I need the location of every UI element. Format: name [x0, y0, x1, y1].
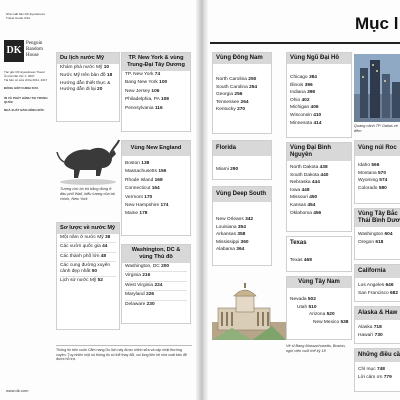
- toc-heading: Washington, DC & vùng Thủ đô: [122, 245, 190, 263]
- toc-entry[interactable]: TP. New York 74: [125, 72, 161, 77]
- toc-entry[interactable]: Chỉ mục 748: [358, 367, 385, 372]
- toc-entry[interactable]: Massachusetts 156: [125, 169, 167, 175]
- toc-box-so-luoc: [56, 222, 120, 330]
- toc-entry[interactable]: Boston 138: [125, 161, 150, 166]
- imprint-section-heading: NHÀ XUẤT BẢN HỒNG ĐỨC: [4, 108, 45, 112]
- region-texas: [286, 236, 352, 272]
- bull-photo-caption: Tượng chú bò tót bằng đồng ở đầu phố Wall, biểu tượng của tài chính, New York: [60, 187, 115, 201]
- region-heading: Texas: [290, 240, 307, 246]
- toc-entry[interactable]: North Dakota 438: [290, 165, 328, 170]
- toc-entry[interactable]: Illinois 396: [290, 82, 313, 88]
- toc-entry[interactable]: Maryland 226: [125, 292, 155, 298]
- toc-entry[interactable]: Kansas 454: [290, 202, 316, 208]
- toc-entry[interactable]: Delaware 230: [125, 301, 155, 307]
- toc-entry[interactable]: Iowa 448: [290, 187, 310, 193]
- toc-entry[interactable]: Khám phá nước Mỹ 10: [60, 65, 110, 70]
- region-heading: Vùng Tây Bắc Thái Bình Dươ: [355, 209, 400, 227]
- toc-entry[interactable]: New Hampshire 174: [125, 203, 169, 209]
- region-heading: California: [355, 265, 400, 278]
- toc-entry[interactable]: Connecticut 164: [125, 186, 160, 192]
- wall-street-bull-photo: [56, 126, 120, 186]
- toc-entry[interactable]: Bang New York 100: [125, 80, 168, 86]
- toc-entry[interactable]: Ohio 402: [290, 97, 310, 103]
- region-california: [354, 264, 400, 302]
- toc-entry[interactable]: Washington 604: [358, 232, 393, 237]
- toc-entry[interactable]: Các cung đường xuyên cảnh đẹp nhất 50: [60, 263, 111, 275]
- toc-entry[interactable]: New Jersey 106: [125, 88, 160, 94]
- toc-entry[interactable]: San Francisco 682: [358, 290, 399, 296]
- toc-entry[interactable]: Wisconsin 410: [290, 112, 322, 118]
- toc-entry[interactable]: Nước Mỹ trên bản đồ 18: [60, 73, 113, 79]
- toc-entry[interactable]: New Mexico 538: [313, 319, 349, 325]
- region-heading: Vùng Đại Bình Nguyên: [287, 143, 351, 161]
- toc-entry[interactable]: Lời cảm ơn 779: [358, 374, 392, 380]
- title-rule: [210, 42, 400, 44]
- page-title: Mục l: [355, 14, 399, 33]
- region-dong-nam: [212, 52, 272, 134]
- imprint-line: Tác giả: DK Eyewitness Travel: [4, 70, 45, 74]
- region-tay-bac: [354, 208, 400, 260]
- toc-entry[interactable]: Texas 468: [290, 258, 312, 263]
- toc-heading: Sơ lược về nước Mỹ: [57, 223, 119, 234]
- footer-note: Thông tin trên cuốn Cẩm nang Du lịch này được chỉnh sửa và cập nhật thường xuyên. Tuy nhiên một số thông tin có thể thay đổi, vui lòng liên hệ nhà xuất bản để được hỗ trợ.: [56, 345, 192, 362]
- book-gutter: [196, 0, 208, 400]
- toc-entry[interactable]: Arizona 520: [309, 312, 335, 318]
- toc-entry[interactable]: Pennsylvania 116: [125, 105, 163, 111]
- toc-box-washington: [121, 244, 191, 324]
- toc-box-new-york: [121, 52, 191, 132]
- toc-entry[interactable]: Alabama 364: [216, 247, 245, 253]
- imprint-line: Ấn bản lần thứ 1: 2007: [4, 74, 35, 78]
- toc-entry[interactable]: Maine 178: [125, 211, 148, 217]
- toc-entry[interactable]: Nebraska 444: [290, 180, 320, 186]
- toc-entry[interactable]: Tennessee 264: [216, 99, 249, 105]
- toc-entry[interactable]: Lịch sử nước Mỹ 52: [60, 278, 103, 284]
- toc-entry[interactable]: Georgia 256: [216, 92, 243, 98]
- imprint-line: Tái bản có sửa chữa 2011, 2017: [4, 78, 48, 82]
- toc-entry[interactable]: Indiana 398: [290, 90, 316, 96]
- toc-entry[interactable]: West Virginia 224: [125, 282, 163, 288]
- toc-entry[interactable]: Wyoming 574: [358, 178, 388, 184]
- publisher-name: Penguin Random House: [26, 41, 43, 58]
- toc-entry[interactable]: Vermont 170: [125, 194, 153, 200]
- toc-entry[interactable]: Kentucky 270: [216, 107, 246, 113]
- toc-entry[interactable]: Louisiana 354: [216, 224, 246, 230]
- toc-entry[interactable]: Miami 290: [216, 167, 239, 172]
- capitol-building-illustration: [212, 282, 286, 342]
- toc-entry[interactable]: Minnesota 414: [290, 120, 322, 126]
- region-alaska-hawaii: [354, 306, 400, 344]
- dallas-skyline-photo: [354, 54, 400, 122]
- toc-box-du-lich: [56, 52, 120, 122]
- region-heading: Vùng Đông Nam: [213, 53, 271, 64]
- toc-entry[interactable]: Oregon 618: [358, 239, 384, 245]
- region-heading: Alaska & Haw: [355, 307, 400, 320]
- toc-entry[interactable]: Oklahoma 456: [290, 210, 322, 216]
- toc-entry[interactable]: Philadelphia, PA 108: [125, 97, 169, 103]
- region-heading: Florida: [213, 141, 271, 156]
- toc-entry[interactable]: Nevada 502: [290, 297, 316, 302]
- toc-entry[interactable]: Colorado 580: [358, 185, 387, 191]
- toc-entry[interactable]: Idaho 566: [358, 163, 380, 168]
- toc-entry[interactable]: Washington, DC 200: [125, 264, 170, 269]
- publisher-website[interactable]: www.dk.com: [6, 388, 29, 393]
- imprint-details: [4, 70, 54, 340]
- region-rocky: [354, 140, 400, 204]
- region-heading: Những điều cầ: [355, 349, 400, 362]
- publisher-logo: [4, 40, 52, 64]
- toc-entry[interactable]: Missouri 450: [290, 195, 318, 201]
- toc-entry[interactable]: Utah 510: [297, 304, 317, 310]
- toc-heading: Vùng New England: [122, 141, 190, 156]
- imprint-top-text: Nhà xuất bản DK Eyewitness Travel Guide USA: [6, 12, 45, 20]
- region-heading: Vùng Tây Nam: [287, 277, 351, 288]
- toc-entry[interactable]: South Dakota 440: [290, 172, 329, 178]
- toc-entry[interactable]: Hawai'i 730: [358, 332, 383, 338]
- toc-heading: Du lịch nước Mỹ: [57, 53, 119, 64]
- toc-entry[interactable]: Mississippi 360: [216, 239, 249, 245]
- toc-entry[interactable]: Virginia 216: [125, 273, 151, 279]
- region-heading: Vùng núi Roc: [355, 141, 400, 156]
- imprint-section-heading: IN VÀ PHÁT HÀNH TẠI TRUNG QUỐC: [4, 96, 48, 104]
- region-heading: Vùng Ngũ Đại Hồ: [287, 53, 351, 64]
- toc-entry[interactable]: Các vườn quốc gia 44: [60, 244, 108, 250]
- toc-entry[interactable]: North Carolina 250: [216, 77, 257, 82]
- toc-entry[interactable]: Arkansas 358: [216, 232, 246, 238]
- toc-entry[interactable]: Los Angeles 646: [358, 283, 394, 288]
- toc-entry[interactable]: South Carolina 254: [216, 84, 258, 90]
- imprint-section-heading: ĐÓNG GÓP CHỈNH SỬA: [4, 86, 39, 90]
- toc-entry[interactable]: Một năm ở nước Mỹ 38: [60, 235, 111, 240]
- region-heading: Vùng Deep South: [213, 187, 271, 202]
- toc-entry[interactable]: New Orleans 342: [216, 217, 254, 222]
- toc-entry[interactable]: Các thành phố lớn 48: [60, 253, 107, 259]
- region-nhung-dieu: [354, 348, 400, 392]
- region-ngu-dai-ho: [286, 52, 352, 138]
- toc-entry[interactable]: Montana 570: [358, 170, 387, 176]
- region-florida: [212, 140, 272, 180]
- toc-entry[interactable]: Hướng dẫn thiết thực & Hướng dẫn đi lại 20: [60, 80, 111, 92]
- region-dai-binh-nguyen: [286, 142, 352, 232]
- toc-entry[interactable]: Michigan 406: [290, 105, 319, 111]
- region-tay-nam: [286, 276, 352, 340]
- illustration-caption: Vệ sĩ Bang Massachusetts, Boston, nghị viện cuối thế kỷ 18: [286, 344, 346, 353]
- dk-logo-icon: DK: [4, 40, 24, 62]
- region-deep-south: [212, 186, 272, 266]
- toc-heading: TP. New York & vùng Trung-Đại Tây Dương: [122, 53, 190, 71]
- dallas-photo-caption: Quang cảnh TP. Dallas về đêm: [354, 124, 398, 133]
- toc-entry[interactable]: Alaska 718: [358, 325, 382, 330]
- toc-entry[interactable]: Chicago 384: [290, 75, 317, 80]
- toc-box-new-england: [121, 140, 191, 236]
- toc-entry[interactable]: Rhode Island 168: [125, 177, 163, 183]
